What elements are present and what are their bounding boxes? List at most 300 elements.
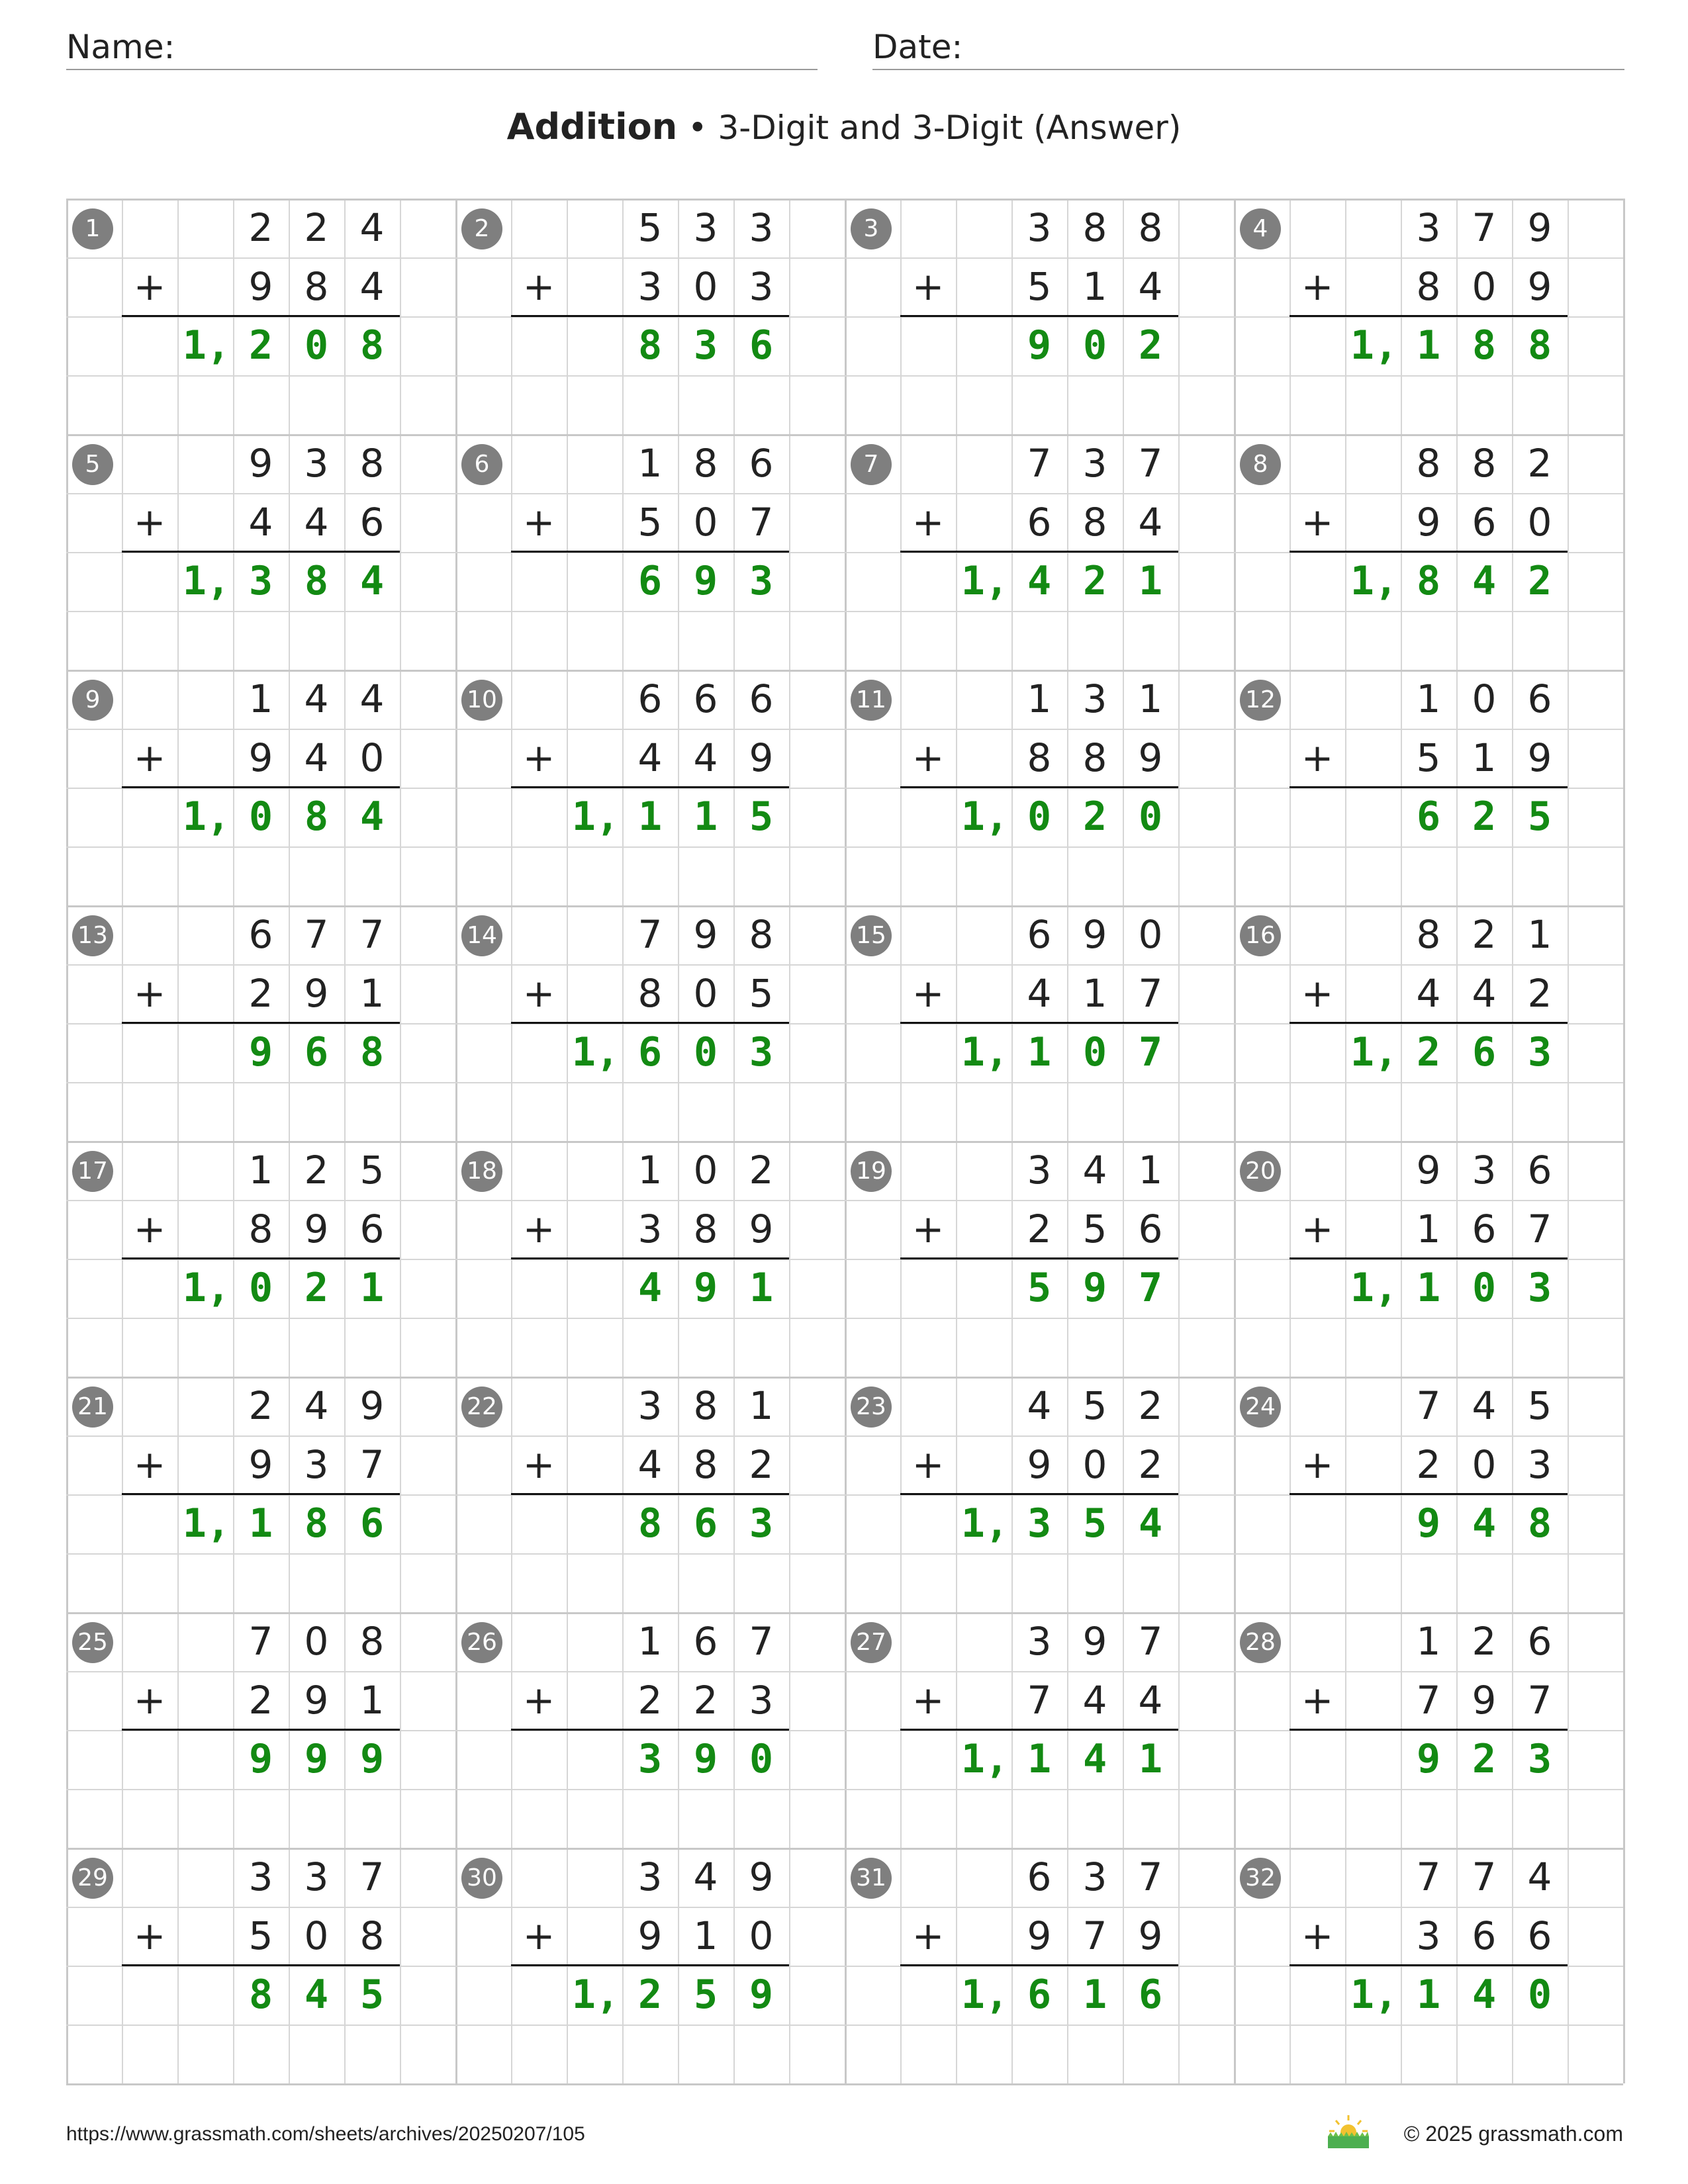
problem-number-badge: 15 [851,915,892,956]
problem [1234,1377,1623,1612]
addend-top-digit: 8 [1138,205,1163,250]
addend-top-digit: 1 [749,1383,774,1428]
answer-digit: 3 [637,1736,663,1782]
addend-top-digit: 4 [304,676,329,721]
answer-digit: 6 [1027,1972,1052,2018]
addend-bottom-digit: 4 [693,735,718,780]
addend-top-digit: 1 [1527,912,1552,957]
answer-digit: 2 [248,322,273,369]
problem-number-badge: 14 [461,915,502,956]
answer-digit: 8 [304,1500,329,1547]
addend-bottom-digit: 1 [1472,735,1497,780]
answer-digit: 4 [1472,1500,1497,1547]
addend-bottom-digit: 1 [1082,264,1107,309]
answer-digit: 8 [1416,558,1441,604]
answer-digit: 6 [749,322,774,369]
addend-bottom-digit: 3 [1416,1913,1441,1958]
addend-bottom-digit: 9 [1027,1913,1052,1958]
addend-top-digit: 4 [1027,1383,1052,1428]
problem [455,1612,845,1848]
answer-digit: 5 [749,794,774,840]
addend-top-digit: 3 [637,1383,663,1428]
addend-bottom-digit: 2 [693,1678,718,1723]
addend-top-digit: 3 [693,205,718,250]
addend-bottom-digit: 7 [1416,1678,1441,1723]
answer-digit: 8 [637,322,663,369]
answer-digit: 3 [248,558,273,604]
addend-top-digit: 7 [359,1854,385,1899]
answer-digit: 1 [637,794,663,840]
addend-bottom-digit: 3 [637,264,663,309]
problem-number-badge: 24 [1240,1387,1281,1428]
addend-top-digit: 8 [693,441,718,486]
addend-bottom-digit: 9 [1138,1913,1163,1958]
addend-top-digit: 1 [1027,676,1052,721]
problem-number-badge: 12 [1240,680,1281,721]
plus-sign: + [912,1206,945,1251]
addend-top-digit: 1 [248,676,273,721]
problem-number-badge: 20 [1240,1151,1281,1192]
answer-digit: 9 [693,1736,718,1782]
addend-top-digit: 1 [1138,1148,1163,1193]
addend-top-digit: 4 [1082,1148,1107,1193]
addend-bottom-digit: 0 [1082,1442,1107,1487]
addend-bottom-digit: 1 [693,1913,718,1958]
problem-number-badge: 31 [851,1858,892,1899]
addend-bottom-digit: 9 [1472,1678,1497,1723]
addend-top-digit: 3 [1416,205,1441,250]
answer-digit: 3 [1527,1736,1552,1782]
addend-bottom-digit: 1 [1416,1206,1441,1251]
addend-bottom-digit: 9 [248,264,273,309]
addend-bottom-digit: 3 [637,1206,663,1251]
problem [455,1141,845,1377]
answer-digit: 1, [182,1500,230,1547]
addend-top-digit: 2 [248,1383,273,1428]
addend-top-digit: 3 [304,441,329,486]
answer-digit: 9 [1027,322,1052,369]
answer-digit: 3 [749,558,774,604]
addend-top-digit: 3 [749,205,774,250]
problem-number-badge: 22 [461,1387,502,1428]
addend-top-digit: 6 [749,441,774,486]
addend-bottom-digit: 6 [1527,1913,1552,1958]
plus-sign: + [912,500,945,545]
plus-sign: + [522,971,555,1016]
addend-bottom-digit: 0 [1472,1442,1497,1487]
problem [1234,1848,1623,2083]
plus-sign: + [133,1206,166,1251]
addend-top-digit: 2 [304,1148,329,1193]
addend-bottom-digit: 4 [637,735,663,780]
answer-digit: 6 [637,1029,663,1075]
addend-top-digit: 3 [1472,1148,1497,1193]
addend-bottom-digit: 4 [248,500,273,545]
addend-top-digit: 7 [1472,1854,1497,1899]
addend-bottom-digit: 9 [1527,264,1552,309]
problem-number-badge: 6 [461,444,502,485]
plus-sign: + [912,971,945,1016]
answer-digit: 5 [693,1972,718,2018]
addend-top-digit: 8 [359,1619,385,1664]
answer-digit: 9 [359,1736,385,1782]
problem [1234,905,1623,1141]
answer-digit: 1, [961,794,1009,840]
answer-digit: 1 [359,1265,385,1311]
answer-digit: 1, [182,558,230,604]
addend-bottom-digit: 2 [1416,1442,1441,1487]
answer-digit: 0 [1138,794,1163,840]
name-field[interactable] [66,25,818,70]
addend-top-digit: 9 [1082,912,1107,957]
problem-number-badge: 18 [461,1151,502,1192]
problem [1234,434,1623,670]
problem [845,1377,1234,1612]
addend-top-digit: 4 [693,1854,718,1899]
problem [66,1848,455,2083]
problem [455,1377,845,1612]
addend-bottom-digit: 2 [1027,1206,1052,1251]
addend-bottom-digit: 5 [749,971,774,1016]
answer-digit: 1, [961,1500,1009,1547]
answer-digit: 2 [1472,1736,1497,1782]
addend-top-digit: 9 [749,1854,774,1899]
plus-sign: + [1301,735,1334,780]
problem [66,434,455,670]
addend-bottom-digit: 6 [1472,1206,1497,1251]
answer-digit: 0 [1027,794,1052,840]
answer-digit: 4 [1082,1736,1107,1782]
addend-top-digit: 2 [1472,912,1497,957]
answer-digit: 5 [1527,794,1552,840]
answer-digit: 8 [1527,322,1552,369]
addend-top-digit: 7 [359,912,385,957]
addend-top-digit: 2 [248,205,273,250]
addend-bottom-digit: 9 [749,1206,774,1251]
plus-sign: + [1301,1913,1334,1958]
problem [845,1141,1234,1377]
plus-sign: + [912,735,945,780]
addend-top-digit: 0 [1472,676,1497,721]
plus-sign: + [1301,1206,1334,1251]
answer-digit: 4 [359,794,385,840]
problem-number-badge: 9 [72,680,113,721]
answer-digit: 4 [1138,1500,1163,1547]
addend-bottom-digit: 0 [1472,264,1497,309]
answer-digit: 1 [1027,1029,1052,1075]
addend-top-digit: 1 [637,1148,663,1193]
answer-digit: 1, [961,1972,1009,2018]
answer-digit: 1, [571,794,620,840]
addend-bottom-digit: 0 [693,264,718,309]
addend-top-digit: 7 [1472,205,1497,250]
addend-bottom-digit: 8 [359,1913,385,1958]
problem-number-badge: 16 [1240,915,1281,956]
answer-digit: 1, [1350,322,1398,369]
plus-sign: + [133,1913,166,1958]
answer-digit: 2 [1138,322,1163,369]
addend-bottom-digit: 7 [749,500,774,545]
answer-digit: 9 [304,1736,329,1782]
footer-url[interactable]: https://www.grassmath.com/sheets/archives/20250207/105 [66,2123,585,2145]
problem [455,434,845,670]
plus-sign: + [133,500,166,545]
addend-top-digit: 1 [637,441,663,486]
problem [455,670,845,905]
addend-top-digit: 3 [1027,205,1052,250]
addend-top-digit: 8 [693,1383,718,1428]
answer-digit: 6 [637,558,663,604]
problem [455,1848,845,2083]
problem [66,670,455,905]
problem [66,1141,455,1377]
answer-digit: 1, [182,1265,230,1311]
addend-bottom-digit: 7 [1082,1913,1107,1958]
answer-digit: 9 [693,1265,718,1311]
plus-sign: + [912,1678,945,1723]
problem-number-badge: 5 [72,444,113,485]
addend-bottom-digit: 3 [749,1678,774,1723]
answer-digit: 1 [1082,1972,1107,2018]
answer-digit: 1 [693,794,718,840]
answer-digit: 6 [1416,794,1441,840]
answer-digit: 8 [359,322,385,369]
plus-sign: + [133,1442,166,1487]
problem [845,434,1234,670]
addend-top-digit: 3 [1027,1148,1052,1193]
problem-number-badge: 23 [851,1387,892,1428]
problem-grid [66,199,1623,2083]
problem-number-badge: 21 [72,1387,113,1428]
addend-bottom-digit: 0 [1527,500,1552,545]
addend-top-digit: 5 [637,205,663,250]
addend-bottom-digit: 7 [1527,1678,1552,1723]
footer-copyright: © 2025 grassmath.com [1403,2122,1623,2146]
answer-digit: 9 [1416,1736,1441,1782]
title-subtitle: 3-Digit and 3-Digit (Answer) [718,109,1182,147]
grid-line-vertical [1623,199,1625,2083]
problem-number-badge: 30 [461,1858,502,1899]
problem [845,199,1234,434]
addend-top-digit: 2 [1138,1383,1163,1428]
addend-bottom-digit: 9 [1138,735,1163,780]
addend-bottom-digit: 0 [304,1913,329,1958]
addend-bottom-digit: 9 [248,735,273,780]
plus-sign: + [912,1913,945,1958]
problem [1234,199,1623,434]
answer-digit: 6 [359,1500,385,1547]
plus-sign: + [1301,264,1334,309]
problem [455,905,845,1141]
addend-top-digit: 2 [1472,1619,1497,1664]
addend-bottom-digit: 9 [1527,735,1552,780]
addend-bottom-digit: 4 [359,264,385,309]
answer-digit: 2 [1527,558,1552,604]
answer-digit: 1 [1138,1736,1163,1782]
addend-top-digit: 8 [1416,441,1441,486]
problem [66,1612,455,1848]
answer-digit: 3 [749,1500,774,1547]
addend-bottom-digit: 4 [1027,971,1052,1016]
addend-top-digit: 5 [359,1148,385,1193]
addend-bottom-digit: 9 [1027,1442,1052,1487]
problem-number-badge: 13 [72,915,113,956]
answer-digit: 1, [1350,558,1398,604]
date-field[interactable] [872,25,1624,70]
addend-top-digit: 3 [1082,1854,1107,1899]
answer-digit: 2 [1416,1029,1441,1075]
addend-bottom-digit: 8 [304,264,329,309]
answer-digit: 9 [248,1029,273,1075]
answer-digit: 1 [1416,1265,1441,1311]
addend-bottom-digit: 3 [304,1442,329,1487]
addend-bottom-digit: 4 [1416,971,1441,1016]
answer-digit: 3 [1527,1265,1552,1311]
addend-bottom-digit: 2 [1527,971,1552,1016]
answer-digit: 4 [637,1265,663,1311]
addend-top-digit: 6 [1027,912,1052,957]
addend-bottom-digit: 1 [359,1678,385,1723]
answer-digit: 5 [359,1972,385,2018]
addend-top-digit: 6 [693,676,718,721]
addend-top-digit: 5 [1082,1383,1107,1428]
addend-bottom-digit: 0 [359,735,385,780]
answer-digit: 1, [961,1736,1009,1782]
plus-sign: + [1301,1678,1334,1723]
answer-digit: 3 [1027,1500,1052,1547]
problem [66,905,455,1141]
addend-bottom-digit: 8 [693,1442,718,1487]
addend-top-digit: 1 [1416,676,1441,721]
answer-digit: 5 [1027,1265,1052,1311]
plus-sign: + [522,500,555,545]
problem [66,199,455,434]
addend-top-digit: 3 [1027,1619,1052,1664]
addend-top-digit: 0 [1138,912,1163,957]
addend-top-digit: 6 [248,912,273,957]
answer-digit: 0 [248,794,273,840]
problem-number-badge: 17 [72,1151,113,1192]
addend-bottom-digit: 6 [359,1206,385,1251]
answer-digit: 2 [1082,558,1107,604]
answer-digit: 1 [1138,558,1163,604]
addend-bottom-digit: 2 [637,1678,663,1723]
addend-bottom-digit: 8 [1082,500,1107,545]
addend-top-digit: 7 [304,912,329,957]
answer-digit: 9 [1082,1265,1107,1311]
answer-digit: 1, [571,1972,620,2018]
addend-top-digit: 8 [359,441,385,486]
problem-number-badge: 10 [461,680,502,721]
addend-bottom-digit: 9 [1416,500,1441,545]
addend-bottom-digit: 8 [1082,735,1107,780]
addend-bottom-digit: 1 [1082,971,1107,1016]
addend-top-digit: 6 [1527,676,1552,721]
answer-digit: 0 [1472,1265,1497,1311]
addend-bottom-digit: 2 [749,1442,774,1487]
answer-digit: 8 [304,794,329,840]
addend-bottom-digit: 6 [1027,500,1052,545]
problem-number-badge: 27 [851,1622,892,1663]
plus-sign: + [1301,500,1334,545]
addend-bottom-digit: 9 [304,971,329,1016]
addend-bottom-digit: 8 [637,971,663,1016]
addend-top-digit: 6 [1527,1619,1552,1664]
addend-bottom-digit: 2 [248,1678,273,1723]
plus-sign: + [133,735,166,780]
plus-sign: + [912,264,945,309]
answer-digit: 3 [693,322,718,369]
addend-bottom-digit: 9 [304,1206,329,1251]
answer-digit: 0 [1082,322,1107,369]
problem-number-badge: 1 [72,208,113,250]
addend-bottom-digit: 5 [637,500,663,545]
answer-digit: 5 [1082,1500,1107,1547]
addend-top-digit: 4 [1472,1383,1497,1428]
addend-bottom-digit: 2 [248,971,273,1016]
problem-number-badge: 2 [461,208,502,250]
addend-top-digit: 1 [1138,676,1163,721]
answer-digit: 1 [1416,1972,1441,2018]
answer-digit: 2 [1082,794,1107,840]
plus-sign: + [522,264,555,309]
addend-top-digit: 6 [1527,1148,1552,1193]
plus-sign: + [912,1442,945,1487]
addend-bottom-digit: 3 [749,264,774,309]
addend-top-digit: 7 [1416,1383,1441,1428]
plus-sign: + [522,735,555,780]
answer-digit: 7 [1138,1265,1163,1311]
addend-bottom-digit: 6 [1472,1913,1497,1958]
addend-bottom-digit: 0 [749,1913,774,1958]
addend-top-digit: 7 [1138,441,1163,486]
addend-top-digit: 9 [1416,1148,1441,1193]
answer-digit: 8 [1472,322,1497,369]
answer-digit: 7 [1138,1029,1163,1075]
addend-bottom-digit: 9 [637,1913,663,1958]
addend-top-digit: 4 [359,676,385,721]
answer-digit: 9 [1416,1500,1441,1547]
answer-digit: 4 [1027,558,1052,604]
addend-top-digit: 6 [637,676,663,721]
addend-bottom-digit: 7 [1527,1206,1552,1251]
plus-sign: + [522,1913,555,1958]
addend-bottom-digit: 7 [1138,971,1163,1016]
addend-bottom-digit: 9 [304,1678,329,1723]
answer-digit: 2 [304,1265,329,1311]
answer-digit: 1, [1350,1029,1398,1075]
problem-number-badge: 28 [1240,1622,1281,1663]
addend-bottom-digit: 6 [359,500,385,545]
addend-bottom-digit: 8 [1416,264,1441,309]
addend-top-digit: 9 [248,441,273,486]
answer-digit: 8 [1527,1500,1552,1547]
addend-top-digit: 7 [749,1619,774,1664]
plus-sign: + [133,1678,166,1723]
addend-top-digit: 0 [693,1148,718,1193]
answer-digit: 1 [1416,322,1441,369]
addend-top-digit: 9 [359,1383,385,1428]
plus-sign: + [1301,1442,1334,1487]
addend-bottom-digit: 8 [693,1206,718,1251]
problem-number-badge: 8 [1240,444,1281,485]
answer-digit: 6 [693,1500,718,1547]
addend-bottom-digit: 2 [1138,1442,1163,1487]
problem [845,1848,1234,2083]
worksheet-title [0,106,1688,148]
addend-top-digit: 7 [1416,1854,1441,1899]
answer-digit: 4 [1472,1972,1497,2018]
